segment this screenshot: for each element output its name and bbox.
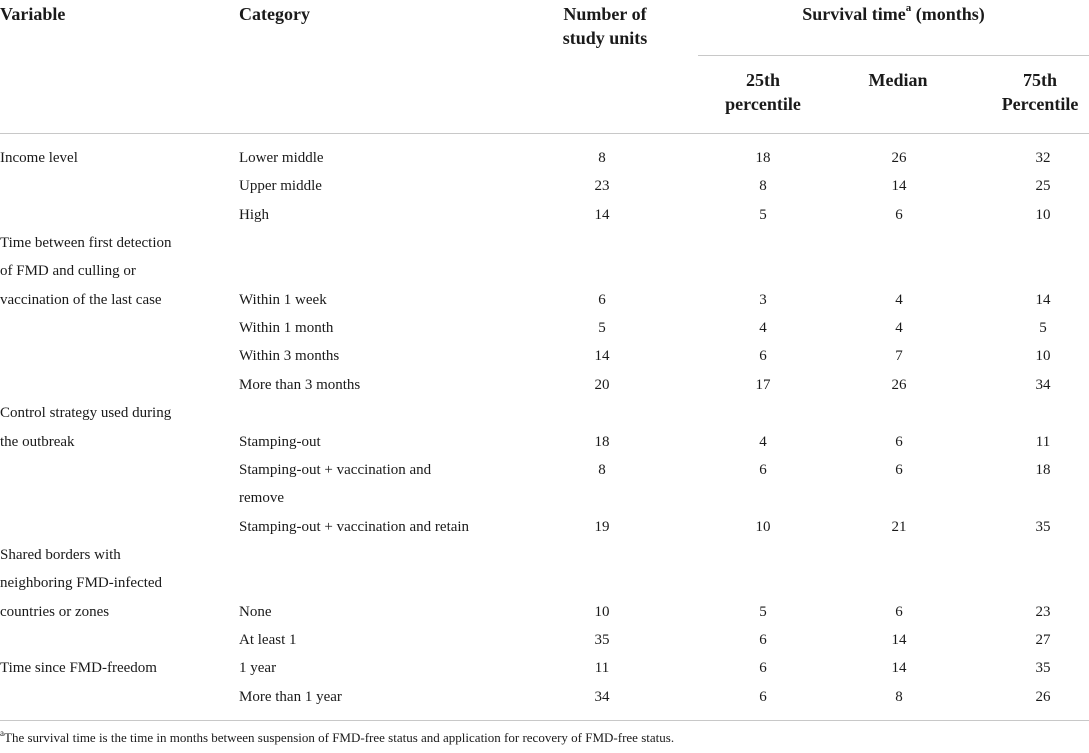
cell-variable: Time between first detection <box>0 235 172 251</box>
cell-p75: 11 <box>1035 434 1051 450</box>
footnote-text: The survival time is the time in months between suspension of FMD-free status and application for recovery of FMD-free status. <box>4 730 675 745</box>
cell-p75: 34 <box>1035 377 1051 393</box>
cell-median: 6 <box>895 604 903 620</box>
cell-units: 10 <box>594 604 610 620</box>
cell-p25: 4 <box>759 320 767 336</box>
cell-category: Stamping-out <box>239 434 321 450</box>
cell-variable: of FMD and culling or <box>0 263 136 279</box>
cell-category: Upper middle <box>239 178 322 194</box>
cell-p25: 3 <box>759 292 767 308</box>
header-survival-unit: (months) <box>911 4 985 24</box>
cell-units: 5 <box>598 320 606 336</box>
cell-p25: 17 <box>755 377 771 393</box>
cell-variable: neighboring FMD-infected <box>0 575 163 591</box>
cell-p25: 18 <box>755 150 771 166</box>
cell-category: Lower middle <box>239 150 324 166</box>
header-survival-label: Survival time <box>802 4 906 24</box>
cell-p75: 32 <box>1035 150 1051 166</box>
cell-median: 6 <box>895 434 903 450</box>
header-p75-line2: Percentile <box>1001 94 1079 114</box>
header-p25-line2: percentile <box>725 94 801 114</box>
cell-category: None <box>239 604 272 620</box>
header-survival-time <box>698 2 1089 26</box>
cell-median: 8 <box>895 689 903 705</box>
cell-p75: 35 <box>1035 519 1051 535</box>
cell-median: 7 <box>895 348 903 364</box>
header-75th-percentile <box>975 68 1089 116</box>
cell-units: 8 <box>598 150 606 166</box>
cell-p75: 10 <box>1035 207 1051 223</box>
header-25th-percentile <box>698 68 828 116</box>
cell-median: 4 <box>895 292 903 308</box>
cell-variable: Control strategy used during <box>0 405 172 421</box>
header-p25-line1: 25th <box>745 70 780 90</box>
cell-median: 6 <box>895 462 903 478</box>
spanner-rule <box>698 55 1089 56</box>
cell-units: 14 <box>594 207 610 223</box>
cell-category: remove <box>239 490 284 506</box>
cell-category: Within 1 week <box>239 292 327 308</box>
header-variable: Variable <box>0 4 66 24</box>
footnote <box>0 729 674 747</box>
header-number-of-study-units <box>540 2 670 50</box>
header-bottom-rule <box>0 133 1089 134</box>
header-median: Median <box>868 70 928 90</box>
cell-p75: 14 <box>1035 292 1051 308</box>
cell-category: High <box>239 207 269 223</box>
cell-median: 21 <box>891 519 907 535</box>
cell-variable: Income level <box>0 150 78 166</box>
header-survival-footnote-marker: a <box>905 2 912 14</box>
cell-units: 34 <box>594 689 610 705</box>
cell-units: 6 <box>598 292 606 308</box>
cell-p25: 8 <box>759 178 767 194</box>
cell-p75: 10 <box>1035 348 1051 364</box>
cell-p75: 35 <box>1035 660 1051 676</box>
cell-p25: 6 <box>759 462 767 478</box>
cell-median: 26 <box>891 377 907 393</box>
cell-median: 26 <box>891 150 907 166</box>
cell-p25: 6 <box>759 348 767 364</box>
cell-units: 18 <box>594 434 610 450</box>
cell-p75: 25 <box>1035 178 1051 194</box>
cell-p25: 5 <box>759 207 767 223</box>
cell-median: 14 <box>891 178 907 194</box>
footnote-marker: a <box>0 727 4 738</box>
cell-category: 1 year <box>239 660 277 676</box>
cell-variable: Time since FMD-freedom <box>0 660 157 676</box>
cell-median: 14 <box>891 660 907 676</box>
cell-variable: the outbreak <box>0 434 75 450</box>
cell-category: At least 1 <box>239 632 297 648</box>
cell-p25: 10 <box>755 519 771 535</box>
cell-median: 4 <box>895 320 903 336</box>
header-p75-line1: 75th <box>1022 70 1057 90</box>
cell-p25: 4 <box>759 434 767 450</box>
cell-units: 23 <box>594 178 610 194</box>
header-units-line2: study units <box>562 28 648 48</box>
cell-units: 35 <box>594 632 610 648</box>
cell-units: 11 <box>594 660 610 676</box>
cell-units: 14 <box>594 348 610 364</box>
cell-p25: 6 <box>759 660 767 676</box>
cell-p25: 6 <box>759 632 767 648</box>
cell-variable: Shared borders with <box>0 547 121 563</box>
cell-category: Stamping-out + vaccination and <box>239 462 432 478</box>
cell-variable: countries or zones <box>0 604 110 620</box>
cell-p75: 26 <box>1035 689 1051 705</box>
cell-units: 19 <box>594 519 610 535</box>
header-units-line1: Number of <box>563 4 647 24</box>
cell-p25: 6 <box>759 689 767 705</box>
cell-p75: 5 <box>1039 320 1047 336</box>
cell-median: 14 <box>891 632 907 648</box>
cell-category: More than 1 year <box>239 689 342 705</box>
cell-median: 6 <box>895 207 903 223</box>
cell-units: 8 <box>598 462 606 478</box>
cell-p75: 18 <box>1035 462 1051 478</box>
cell-category: Stamping-out + vaccination and retain <box>239 519 470 535</box>
cell-p25: 5 <box>759 604 767 620</box>
table-bottom-rule <box>0 720 1089 721</box>
cell-category: More than 3 months <box>239 377 361 393</box>
cell-category: Within 1 month <box>239 320 334 336</box>
cell-units: 20 <box>594 377 610 393</box>
cell-p75: 23 <box>1035 604 1051 620</box>
cell-p75: 27 <box>1035 632 1051 648</box>
cell-category: Within 3 months <box>239 348 340 364</box>
header-category: Category <box>239 4 310 24</box>
cell-variable: vaccination of the last case <box>0 292 162 308</box>
